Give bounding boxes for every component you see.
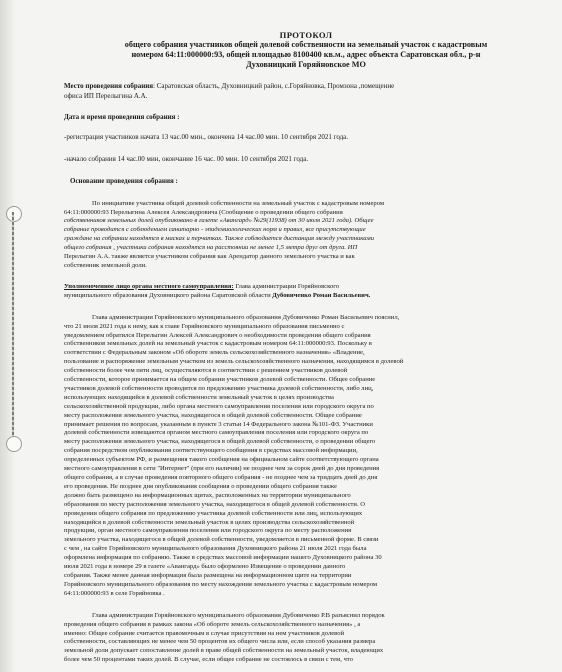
main-body-paragraph [64, 314, 548, 599]
body-line: собрания. Также менее данная информация была размещена на информационном щите на территории [64, 571, 352, 579]
place-label: Место проведения собрания [64, 82, 154, 90]
body-line: земельной доли допускает сопоставление долей в праве общей собственности на земельный участок, владеющих [64, 647, 384, 655]
document-content [64, 0, 548, 665]
datetime-label: Дата и время проведения собрания : [64, 113, 180, 121]
basis-line: собрание проводится с соблюдением санитарно - эпидемиологических норм и правил, все присутствующие [64, 226, 366, 234]
authorized-person: Дубовиченко Роман Васильевич. [272, 291, 371, 299]
body-line: более чем 50 процентами таких долей. В случае, если общее собрание не состоялось в связи с тем, что [64, 656, 353, 664]
body-line: оформлена информация по собранию. Также в средствах массовой информации нашего Духовницкого района 30 [64, 554, 382, 562]
body-line: долевой собственности извещаются органом местного самоуправления поселения или городского округа по [64, 429, 369, 437]
authorized-label: Уполномоченное лицо органа местного самоуправления: [64, 282, 234, 290]
body-line: Глава администрации Горяйновского муниципального образования Дубовиченко Р.В разъяснил порядок [92, 611, 385, 619]
body-line: земельного участка, находящегося в общей долевой собственности, уведомляется в письменной форме. В связи [64, 536, 379, 544]
basis-line: граждане на собрании находятся в масках и перчатках. Также соблюдается дистанция между участниками [64, 235, 374, 243]
basis-line: По инициативе участника общей долевой собственности на земельный участок с кадастровым номером [92, 199, 385, 207]
title-line-3: номером 64:11:000000:93, общей площадью 8100400 кв.м., адрес объекта Саратовская обл., р-н [131, 50, 481, 59]
basis-line: собственников земельных долей опубликовано в газете «Авангард» №29(11938) от 30 июля 2021 года). Общее [64, 217, 374, 225]
body-line: уведомлением обратился Перелыгин Алексей Александрович о необходимости проведения общего собрания [64, 331, 371, 339]
title-line-1: ПРОТОКОЛ [279, 30, 333, 40]
basis-line: общего собрания , участники собрания находятся на расстоянии не менее 1,5 метра друг от друга. ИП [64, 244, 358, 252]
body-line: месту расположения земельного участка, находящегося в общей долевой собственности. Общее собрание [64, 411, 362, 419]
place-text: : Саратовская область, Духовницкий район, с.Горяйновка, Промзона ,помещение [153, 82, 395, 90]
place-text-2: офиса ИП Перелыгина А.А. [64, 91, 148, 100]
body-line: находящийся в долевой собственности земельный участок в целях производства сельскохозяйственной [64, 518, 355, 526]
binding-thread [12, 212, 14, 442]
body-line: проведения общего собрания в рамках закона «Об обороте земель сельскохозяйственного назначения» , а [64, 620, 361, 628]
basis-paragraph [64, 200, 548, 271]
basis-line: 64:11:000000:93 Перелыгина Алексея Александровича (Сообщение о проведении общего собрания [64, 208, 343, 216]
body-line: собственности, составляющих не менее чем 50 процентов их общего числа или, если способ указания размера [64, 638, 376, 646]
body-line: сельскохозяйственной продукции, либо органа местного самоуправления поселения или городского округа по [64, 402, 374, 410]
body-line: использующих находящийся в долевой собственности земельный участок в целях производства [64, 393, 334, 401]
body-line: принимает решения по вопросам, указанным в пункте 3 статьи 14 Федерального закона №101-ФЗ. Участники [64, 420, 373, 428]
authorized-text-2: муниципального образования Духовницкого района Саратовской области [64, 291, 273, 299]
body-line: Горяйновского муниципального образования по месту нахождения земельного участка с кадастровым номером [64, 580, 378, 588]
basis-label: Основание проведения собрания : [70, 176, 178, 185]
body-line: участников долевой собственности проводится по предложению участника долевой собственности, либо лиц, [64, 384, 374, 392]
body-line: Глава администрации Горяйновского муниципального образования Дубовиченко Роман Васильевич пояснил, [92, 313, 400, 321]
body-line: месту расположения земельного участка, находящегося в общей долевой собственности, о проведении общего [64, 438, 376, 446]
body-line: пользование и распоряжение земельным участком из земель сельскохозяйственного назначения, находящимся в долевой [64, 358, 404, 366]
tail-paragraph [64, 612, 548, 665]
body-line: собственности, которое принимается на общем собрании участников долевой собственности. Общее собрание [64, 376, 376, 384]
body-line: именно: Общее собрание считается правомочным в случае присутствия на нем участников долевой [64, 629, 345, 637]
body-line: с чем , на сайте Горяйновского муниципального образования Духовницкого района 21 июля 2021 года была [64, 545, 367, 553]
body-line: соответствии с Федеральным законом «Об обороте земель сельскохозяйственного назначения» «Владение, [64, 349, 365, 357]
registration-line: -регистрация участников начата 13 час.00 мин., окончена 14 час.00 мин. 10 сентября 2021 года. [64, 132, 349, 141]
basis-line: Перелыгин А.А. также является участником собрания как Арендатор данного земельного участка и как [64, 253, 355, 261]
basis-line: собственник земельной доли. [64, 261, 147, 269]
body-line: собственников земельных долей на земельный участок с кадастровым номером 64:11:000000:93. Поскольку в [64, 340, 372, 348]
body-line: общего собрания, а в случае проведения повторного общего собрания - не позднее чем за тридцать дней до дня [64, 474, 378, 481]
title-line-2: общего собрания участников общей долевой собственности на земельный участок с кадастровым [124, 40, 488, 49]
document-title [64, 30, 548, 70]
body-line: 64:11:000000:93 в селе Горяйновка . [64, 589, 165, 597]
binding-ring-bottom [6, 436, 22, 452]
body-line: что 21 июля 2021 года к нему, как к главе Горяйновского муниципального образования письменно с [64, 322, 345, 330]
body-line: собственности более чем пяти лиц, осуществляются в соответствии с решением участников долевой [64, 367, 348, 375]
authorized-paragraph [64, 283, 548, 301]
title-line-4: Духовницкий Горяйновское МО [246, 60, 366, 69]
binding-ring-top [6, 206, 22, 222]
body-line: должно быть размещено на информационных щитах, расположенных на территории муниципального [64, 491, 351, 499]
authorized-text: Глава администрации Горяйновского [233, 282, 340, 290]
body-line: продукции, орган местного самоуправления поселения или городского округа по месту расположения [64, 527, 352, 535]
body-line: местного самоуправления в сети "Интернет" (при его наличии) не позднее чем за сорок дней до дня проведения [64, 465, 380, 473]
start-line: -начало собрания 14 час.00 мин, окончание 16 час. 00 мин. 10 сентября 2021 года. [64, 154, 309, 163]
body-line: образования по месту расположения земельного участка, находящегося в общей долевой собственности. О [64, 500, 366, 508]
body-line: определенных субъектом РФ, и размещения такого сообщения на официальном сайте соответствующего органа [64, 456, 379, 464]
body-line: проведении общего собрания по предложению участника долевой собственности или лиц, использующих [64, 509, 363, 517]
body-line: его проведения. Не позднее дня опубликования сообщения о проведении общего собрания также [64, 482, 337, 490]
body-line: июля 2021 года в номере 29 в газете «Авангард» было оформлено Извещение о проведении данного [64, 563, 346, 571]
body-line: собрания посредством опубликования соответствующего сообщения в средствах массовой информации, [64, 447, 358, 455]
place-paragraph [64, 82, 548, 101]
